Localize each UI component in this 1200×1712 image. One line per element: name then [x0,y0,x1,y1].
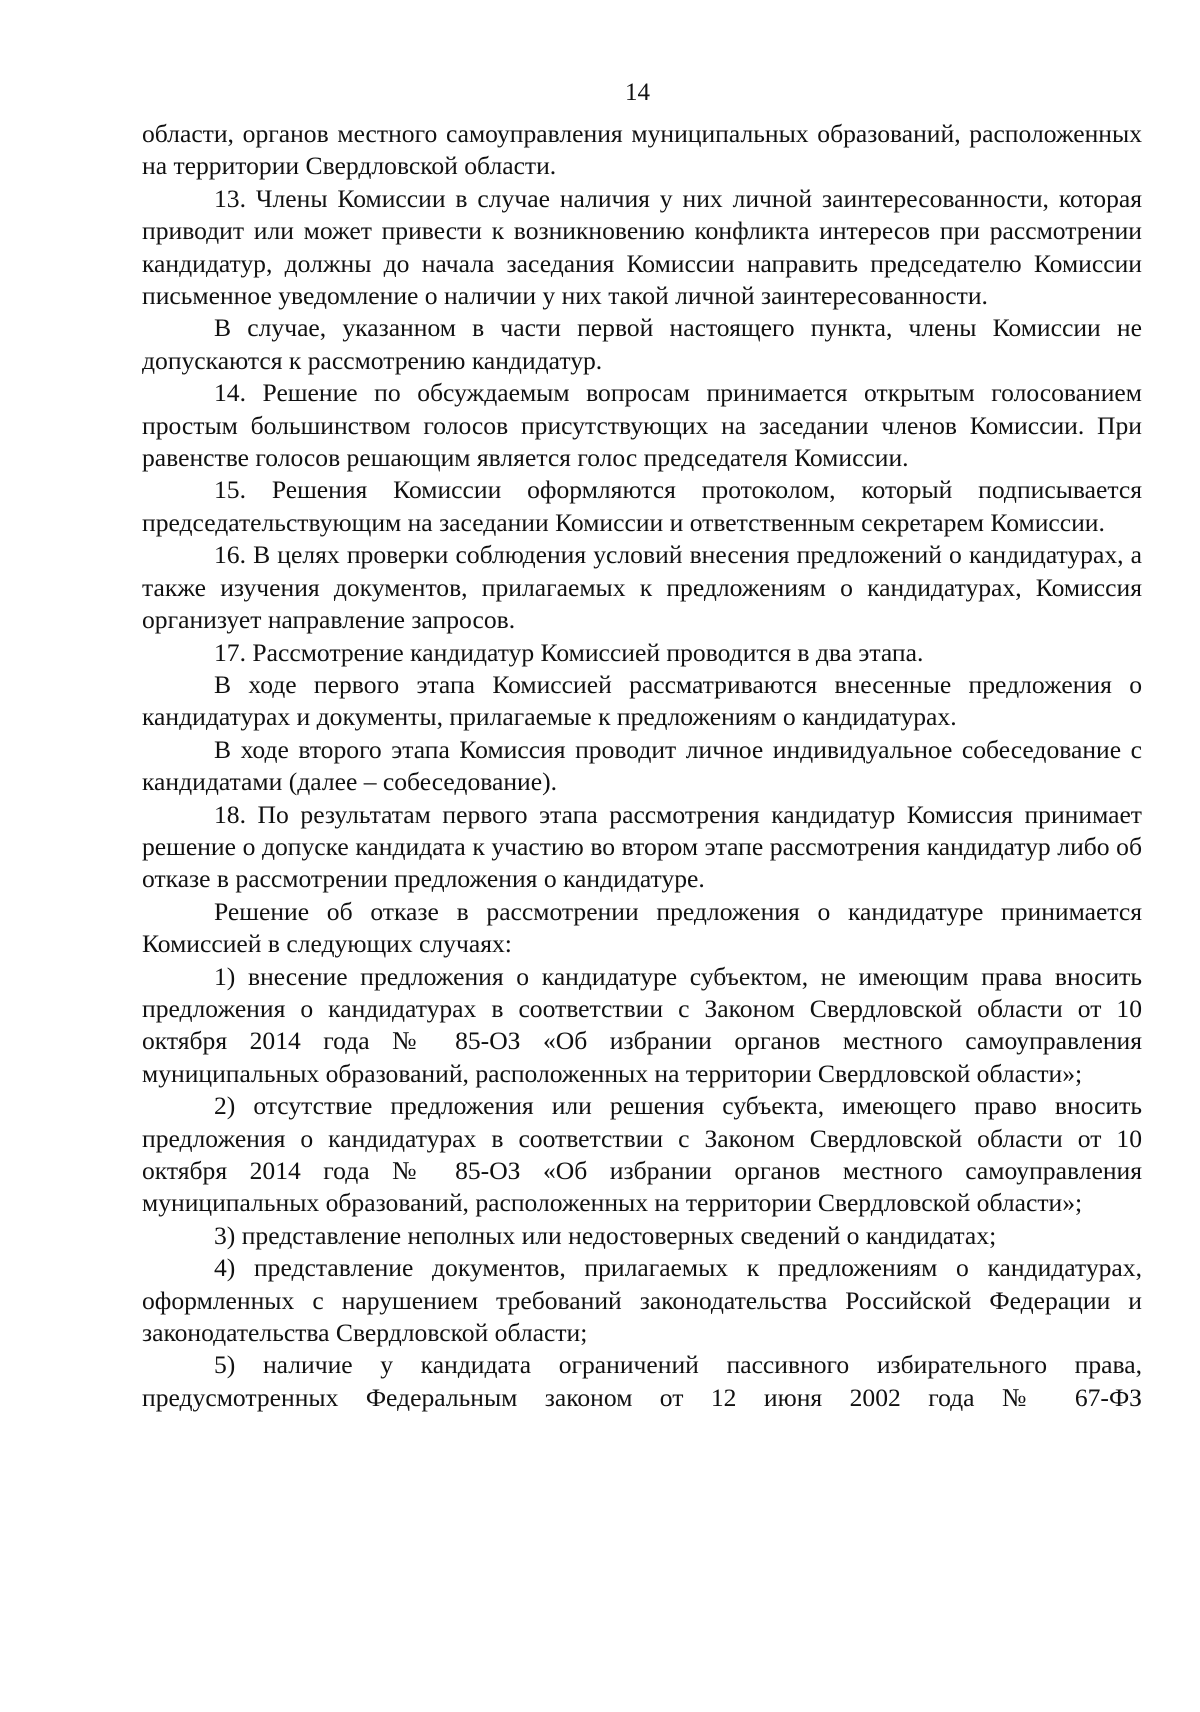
list-item-4: 4) представление документов, прилагаемых к предложениям о кандидатурах, оформленных с нарушением требований законодательства Российской Федерации и законодательства Свердловской области; [142,1253,1142,1348]
paragraph-item-18: 18. По результатам первого этапа рассмотрения кандидатур Комиссия принимает решение о допуске кандидата к участию во втором этапе рассмотрения кандидатур либо об отказе в рассмотрении предложения о кандидатуре. [142,799,1142,894]
page-number: 14 [625,79,650,106]
paragraph-item-14: 14. Решение по обсуждаемым вопросам принимается открытым голосованием простым большинством голосов присутствующих на заседании членов Комиссии. При равенстве голосов решающим является голос председателя Комиссии. [142,378,1142,473]
document-body [142,118,1142,1414]
paragraph-item-13: 13. Члены Комиссии в случае наличия у них личной заинтересованности, которая приводит или может привести к возникновению конфликта интересов при рассмотрении кандидатур, должны до начала заседания Комиссии направить председателю Комиссии письменное уведомление о наличии у них такой личной заинтересованности. [142,183,1142,311]
paragraph-item-13-part-2: В случае, указанном в части первой настоящего пункта, члены Комиссии не допускаются к рассмотрению кандидатур. [142,313,1142,375]
list-item-2: 2) отсутствие предложения или решения субъекта, имеющего право вносить предложения о кандидатурах в соответствии с Законом Свердловской области от 10 октября 2014 года № 85-ОЗ «Об избрании органов местного самоуправления муниципальных образований, расположенных на территории Свердловской области»; [142,1091,1142,1218]
paragraph-item-15: 15. Решения Комиссии оформляются протоколом, который подписывается председательствующим на заседании Комиссии и ответственным секретарем Комиссии. [142,475,1142,537]
list-item-1: 1) внесение предложения о кандидатуре субъектом, не имеющим права вносить предложения о кандидатурах в соответствии с Законом Свердловской области от 10 октября 2014 года № 85-ОЗ «Об избрании органов местного самоуправления муниципальных образований, расположенных на территории Свердловской области»; [142,961,1142,1088]
paragraph-item-18-refusal: Решение об отказе в рассмотрении предложения о кандидатуре принимается Комиссией в следующих случаях: [142,896,1142,959]
paragraph-item-17-stage-1: В ходе первого этапа Комиссией рассматриваются внесенные предложения о кандидатурах и документы, прилагаемые к предложениям о кандидатурах. [142,669,1142,732]
paragraph-item-17-stage-2: В ходе второго этапа Комиссия проводит личное индивидуальное собеседование с кандидатами (далее – собеседование). [142,734,1142,797]
paragraph-item-17: 17. Рассмотрение кандидатур Комиссией проводится в два этапа. [214,637,924,667]
paragraph-item-16: 16. В целях проверки соблюдения условий внесения предложений о кандидатурах, а также изучения документов, прилагаемых к предложениям о кандидатурах, Комиссия организует направление запросов. [142,540,1142,635]
paragraph-continuation: области, органов местного самоуправления муниципальных образований, расположенных на территории Свердловской области. [142,119,1142,181]
list-item-5: 5) наличие у кандидата ограничений пассивного избирательного права, предусмотренных Федеральным законом от 12 июня 2002 года № 67-ФЗ [142,1350,1142,1412]
list-item-3: 3) представление неполных или недостоверных сведений о кандидатах; [214,1220,997,1250]
